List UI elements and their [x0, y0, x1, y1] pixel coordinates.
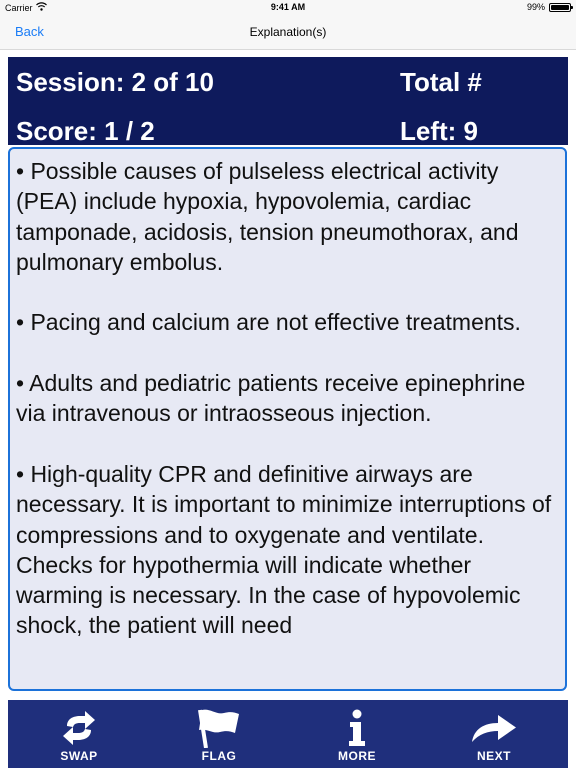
explanation-box[interactable]	[8, 147, 567, 691]
status-time: 9:41 AM	[270, 2, 306, 12]
carrier-label: Carrier	[5, 2, 33, 13]
flag-label: FLAG	[201, 749, 237, 763]
status-bar	[0, 0, 576, 16]
explanation-paragraph: • Adults and pediatric patients receive epinephrine via intravenous or intraosseous injection.	[16, 370, 526, 427]
swap-label: SWAP	[60, 749, 98, 763]
nav-title: Explanation(s)	[249, 25, 327, 39]
flag-button[interactable]	[169, 700, 269, 768]
swap-arrows-icon	[29, 709, 129, 747]
next-button[interactable]	[444, 700, 544, 768]
score-counter: Score: 1 / 2	[16, 116, 155, 146]
session-header	[8, 57, 568, 145]
more-button[interactable]	[307, 700, 407, 768]
battery-fill	[551, 5, 569, 10]
back-button[interactable]: Back	[15, 24, 44, 39]
status-battery-group	[527, 2, 571, 12]
flag-icon	[169, 709, 269, 747]
explanation-paragraph: • Pacing and calcium are not effective treatments.	[16, 309, 521, 336]
explanation-text	[16, 156, 558, 671]
info-i-icon	[307, 709, 407, 747]
explanation-paragraph: • High-quality CPR and definitive airways are necessary. It is important to minimize interruptions of compressions and to oxygenate and ventilate. Checks for hypothermia will indicate whether warming is necessary. In the case of hypovolemic shock, the patient will need	[16, 460, 552, 639]
swap-button[interactable]	[29, 700, 129, 768]
battery-tip	[571, 6, 573, 9]
battery-percent: 99%	[526, 2, 545, 12]
battery-icon	[549, 3, 571, 12]
navigation-bar	[0, 16, 576, 50]
total-label: Total #	[400, 67, 482, 97]
bottom-toolbar	[8, 700, 568, 768]
next-label: NEXT	[476, 749, 511, 763]
more-label: MORE	[338, 749, 376, 763]
session-counter: Session: 2 of 10	[16, 67, 214, 97]
explanation-paragraph: • Possible causes of pulseless electrical activity (PEA) include hypoxia, hypovolemia, cardiac tamponade, acidosis, tension pneumothorax, and pulmonary embolus.	[16, 158, 519, 275]
forward-arrow-icon	[444, 709, 544, 747]
left-counter: Left: 9	[400, 116, 478, 146]
